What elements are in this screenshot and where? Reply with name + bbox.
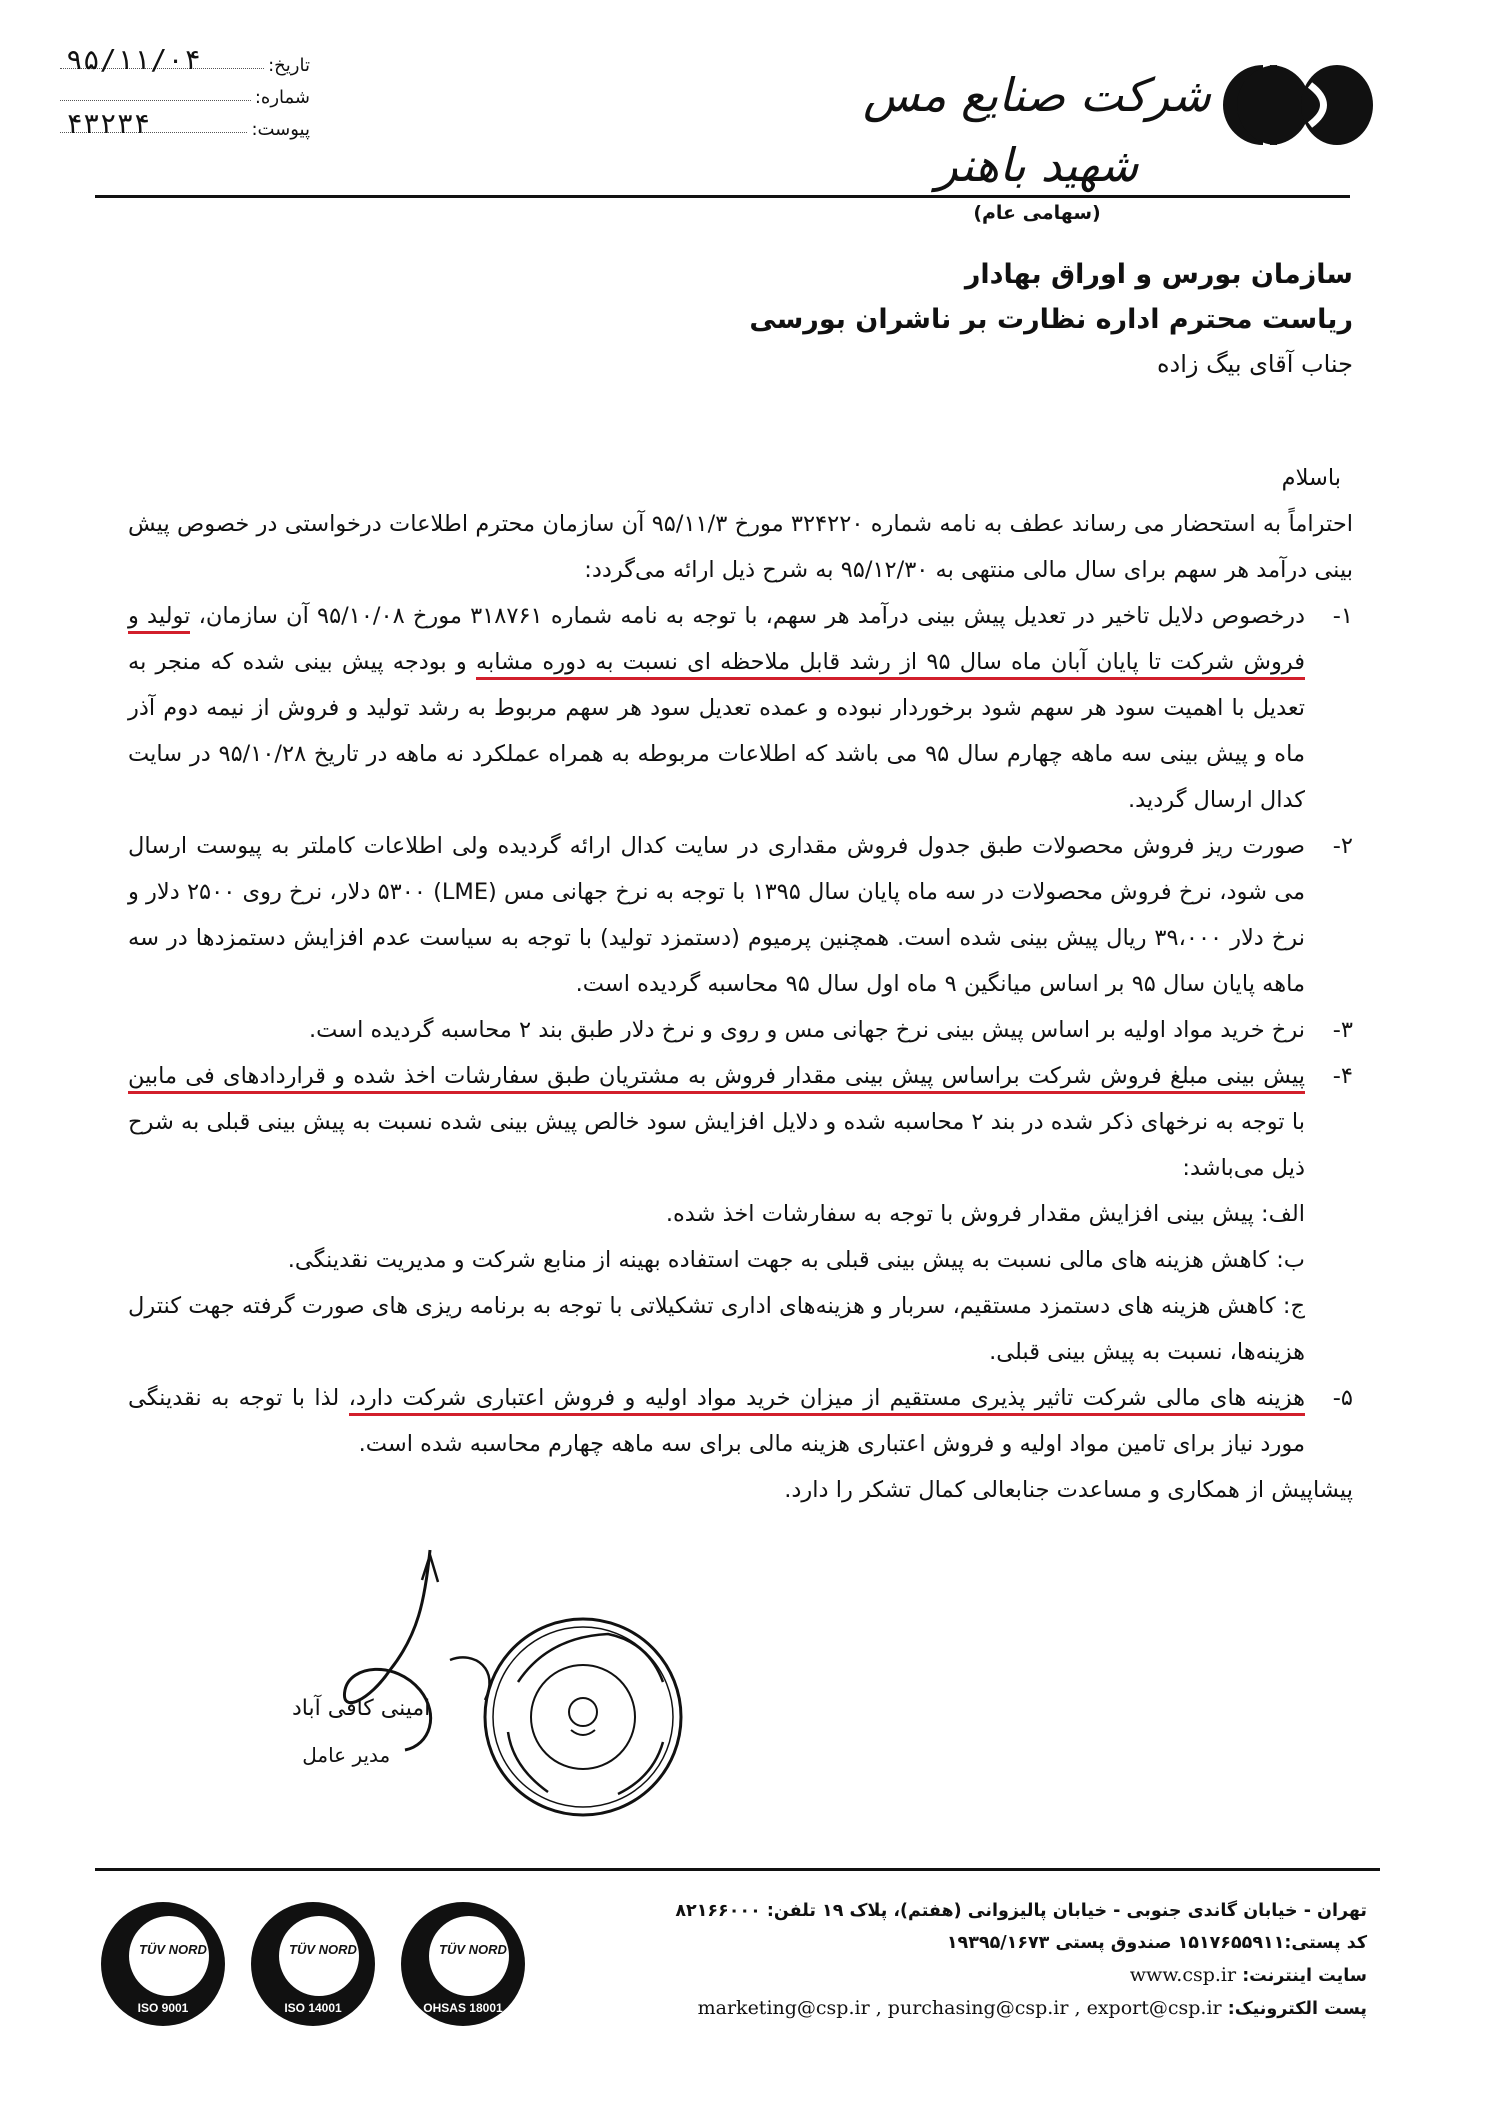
sub-item-b: ب: کاهش هزینه های مالی نسبت به پیش بینی قبلی به جهت استفاده بهینه از منابع شرکت و مدیریت نقدینگی. [287,1247,1305,1273]
date-value: ۹۵/۱۱/۰۴ [66,43,201,76]
footer-website-row [517,1959,1367,1992]
reference-value: ۴۳۲۳۴ [66,107,151,140]
addressee-line-2: ریاست محترم اداره نظارت بر ناشران بورسی [749,304,1353,335]
underlined-text: تولید و فروش شرکت تا پایان آبان ماه سال ۹۵ از رشد قابل ملاحظه ای نسبت به دوره مشابه [128,603,1305,680]
date-row [60,44,310,76]
item-text-part: و بودجه پیش بینی شده که منجر به تعدیل با اهمیت سود هر سهم شود برخوردار نبوده و عمده تعدیل سود هر سهم مربوط به رشد تولید و فروش از نیمه دوم آذر ماه و پیش بینی سه ماهه چهارم سال ۹۵ می باشد که اطلاعات مربوطه به همراه عملکرد نه ماهه در تاریخ ۹۵/۱۰/۲۸ در سایت کدال ارسال گردید. [128,649,1305,813]
item-text-part: با توجه به نرخهای ذکر شده در بند ۲ محاسبه شده و دلایل افزایش سود خالص پیش بینی شده نسبت به پیش بینی قبلی به شرح ذیل می‌باشد: [128,1109,1305,1181]
cert-standard-label: OHSAS 18001 [423,2001,503,2015]
signer-block [292,1686,430,1778]
footer-email-row [517,1992,1367,2025]
greeting: باسلام [1281,465,1341,491]
item-number: ۲- [1332,833,1353,859]
addressee-line-1: سازمان بورس و اوراق بهادار [964,259,1353,290]
certification-badge-icon [101,1902,225,2026]
number-dots [60,100,251,101]
website-label: سایت اینترنت: [1242,1966,1367,1986]
email-links[interactable]: marketing@csp.ir , purchasing@csp.ir , export@csp.ir [697,1997,1222,2019]
item-text: صورت ریز فروش محصولات طبق جدول فروش مقداری در سایت کدال ارائه گردیده ولی اطلاعات کاملتر به پیوست ارسال می شود، نرخ فروش محصولات در سه ماه پایان سال ۱۳۹۵ با توجه به نرخ جهانی مس (LME) ۵۳۰۰ دلار، نرخ روی ۲۵۰۰ دلار و نرخ دلار ۳۹،۰۰۰ ریال پیش بینی شده است. همچنین پرمیوم (دستمزد تولید) با توجه به سیاست عدم افزایش دستمزدها در سه ماهه پایان سال ۹۵ بر اساس میانگین ۹ ماه اول سال ۹۵ محاسبه گردیده است. [128,833,1306,997]
item-text: نرخ خرید مواد اولیه بر اساس پیش بینی نرخ جهانی مس و روی و نرخ دلار طبق بند ۲ محاسبه گردیده است. [309,1017,1305,1043]
list-item-5 [128,1375,1353,1467]
item-number: ۱- [1332,603,1353,629]
signer-role: مدیر عامل [302,1743,391,1767]
list-item-1 [128,593,1353,823]
closing-line: پیشاپیش از همکاری و مساعدت جنابعالی کمال تشکر را دارد. [784,1477,1353,1503]
signer-name: امینی کافی آباد [292,1696,431,1721]
attachment-label: پیوست: [251,119,310,140]
header-divider [95,195,1350,198]
addressee-block [653,252,1353,387]
footer-divider [95,1868,1380,1871]
underlined-text: پیش بینی مبلغ فروش شرکت براساس پیش بینی مقدار فروش به مشتریان طبق سفارشات اخذ شده و قراردادهای فی مابین [128,1063,1305,1094]
cert-standard-label: ISO 9001 [137,2001,189,2015]
list-item-2 [128,823,1353,1007]
cert-brand-label: TÜV NORD [289,1942,357,1957]
intro-paragraph: احتراماً به استحضار می رساند عطف به نامه شماره ۳۲۴۲۲۰ مورخ ۹۵/۱۱/۳ آن سازمان محترم اطلاعات درخواستی در خصوص پیش بینی درآمد هر سهم برای سال مالی منتهی به ۹۵/۱۲/۳۰ به شرح ذیل ارائه می‌گردد: [128,511,1353,583]
company-seal-icon [478,1612,688,1822]
underlined-text: هزینه های مالی شرکت تاثیر پذیری مستقیم از میزان خرید مواد اولیه و فروش اعتباری شرکت دارد، [349,1385,1305,1416]
item-text [128,1053,1305,1191]
item-text [128,1375,1305,1467]
company-header [837,60,1237,224]
certification-badge-icon [401,1902,525,2026]
footer-postal: کد پستی:۱۵۱۷۶۵۵۹۱۱ صندوق پستی ۱۹۳۹۵/۱۶۷۳ [946,1933,1367,1953]
sub-item-a: الف: پیش بینی افزایش مقدار فروش با توجه به سفارشات اخذ شده. [665,1201,1305,1227]
addressee-line-3: جناب آقای بیگ زاده [1156,350,1353,378]
letter-body [128,455,1353,1513]
list-item-4 [128,1053,1353,1191]
certification-logos [95,1896,545,2031]
item-number: ۴- [1332,1063,1353,1089]
number-label: شماره: [254,87,310,108]
item-text-part: درخصوص دلایل تاخیر در تعدیل پیش بینی درآمد هر سهم، با توجه به نامه شماره ۳۱۸۷۶۱ مورخ ۹۵/۱۰/۰۸ آن سازمان، [190,603,1306,629]
cert-standard-label: ISO 14001 [284,2001,342,2015]
website-link[interactable]: www.csp.ir [1129,1964,1237,1986]
footer-address: تهران - خیابان گاندی جنوبی - خیابان پالیزوانی (هفتم)، پلاک ۱۹ تلفن: ۸۲۱۶۶۰۰۰ [675,1901,1367,1921]
company-name: شرکت صنایع مس شهید باهنر [863,68,1211,192]
company-type: (سهامی عام) [973,202,1101,224]
sub-item-c: ج: کاهش هزینه های دستمزد مستقیم، سربار و هزینه‌های اداری تشکیلاتی با توجه به برنامه ریزی های صورت گرفته جهت کنترل هزینه‌ها، نسبت به پیش بینی قبلی. [128,1293,1305,1365]
company-logo-icon [1215,60,1375,150]
attachment-row [60,108,310,140]
letter-meta [60,44,310,140]
number-row [60,76,310,108]
item-text [128,593,1305,823]
date-label: تاریخ: [268,55,310,76]
item-number: ۵- [1332,1385,1353,1411]
item-number: ۳- [1332,1017,1353,1043]
cert-brand-label: TÜV NORD [439,1942,507,1957]
list-item-3 [128,1007,1353,1053]
certification-badge-icon [251,1902,375,2026]
item-text-part: لذا با توجه به نقدینگی مورد نیاز برای تامین مواد اولیه و فروش اعتباری هزینه مالی برای سه ماهه چهارم محاسبه شده است. [128,1385,1305,1457]
footer-contact [517,1895,1367,2025]
cert-brand-label: TÜV NORD [139,1942,207,1957]
email-label: پست الکترونیک: [1227,1999,1367,2019]
